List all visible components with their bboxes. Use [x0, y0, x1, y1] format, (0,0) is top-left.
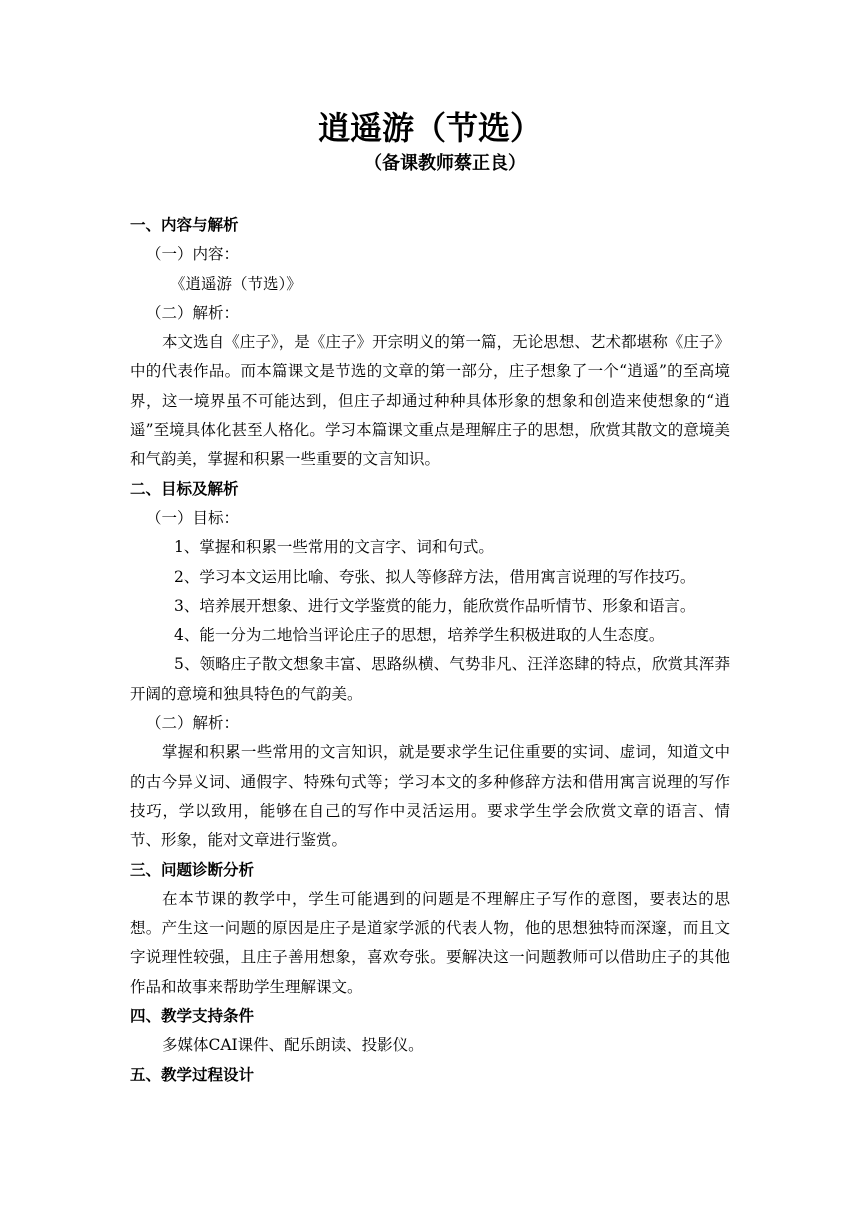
section-5-heading: 五、教学过程设计	[130, 1065, 255, 1084]
goal-item: 2、学习本文运用比喻、夸张、拟人等修辞方法，借用寓言说理的写作技巧。	[174, 567, 696, 586]
section-2-analysis-text: 掌握和积累一些常用的文言知识，就是要求学生记住重要的实词、虚词，知道文中的古今异义词、通假字、特殊句式等；学习本文的多种修辞方法和借用寓言说理的写作技巧，学以致用，能够在自己的写作中灵活运用。要求学生学会欣赏文章的语言、情节、形象，能对文章进行鉴赏。	[130, 743, 730, 850]
document-subtitle: （备课教师蔡正良）	[364, 153, 526, 174]
goal-item: 3、培养展开想象、进行文学鉴赏的能力，能欣赏作品听情节、形象和语言。	[174, 596, 696, 615]
goal-item: 4、能一分为二地恰当评论庄子的思想，培养学生积极进取的人生态度。	[174, 626, 665, 645]
goal-item: 1、掌握和积累一些常用的文言字、词和句式。	[174, 538, 494, 557]
section-1-content-text: 《逍遥游（节选）》	[170, 274, 302, 293]
section-2-heading: 二、目标及解析	[130, 479, 239, 498]
document-title: 逍遥游（节选）	[317, 109, 542, 147]
section-3-heading: 三、问题诊断分析	[130, 860, 255, 879]
document-body	[130, 211, 730, 1090]
section-2-goals-label: （一）目标：	[146, 508, 240, 527]
section-4-text: 多媒体CAI课件、配乐朗读、投影仪。	[162, 1036, 424, 1055]
section-3-text: 在本节课的教学中，学生可能遇到的问题是不理解庄子写作的意图，要表达的思想。产生这一问题的原因是庄子是道家学派的代表人物，他的思想独特而深邃，而且文字说理性较强，且庄子善用想象，喜欢夸张。要解决这一问题教师可以借助庄子的其他作品和故事来帮助学生理解课文。	[130, 889, 730, 996]
goal-item: 5、领略庄子散文想象丰富、思路纵横、气势非凡、汪洋恣肆的特点，欣赏其浑莽开阔的意境和独具特色的气韵美。	[130, 655, 730, 703]
section-1-analysis-label: （二）解析：	[146, 303, 240, 322]
section-2-analysis-label: （二）解析：	[146, 714, 240, 733]
section-1-content-label: （一）内容：	[146, 245, 240, 264]
section-1-analysis-text: 本文选自《庄子》，是《庄子》开宗明义的第一篇，无论思想、艺术都堪称《庄子》中的代表作品。而本篇课文是节选的文章的第一部分，庄子想象了一个“逍遥”的至高境界，这一境界虽不可能达到，但庄子却通过种种具体形象的想象和创造来使想象的“逍遥”至境具体化甚至人格化。学习本篇课文重点是理解庄子的思想，欣赏其散文的意境美和气韵美，掌握和积累一些重要的文言知识。	[130, 333, 730, 469]
section-1-heading: 一、内容与解析	[130, 216, 239, 234]
section-4-heading: 四、教学支持条件	[130, 1007, 255, 1026]
